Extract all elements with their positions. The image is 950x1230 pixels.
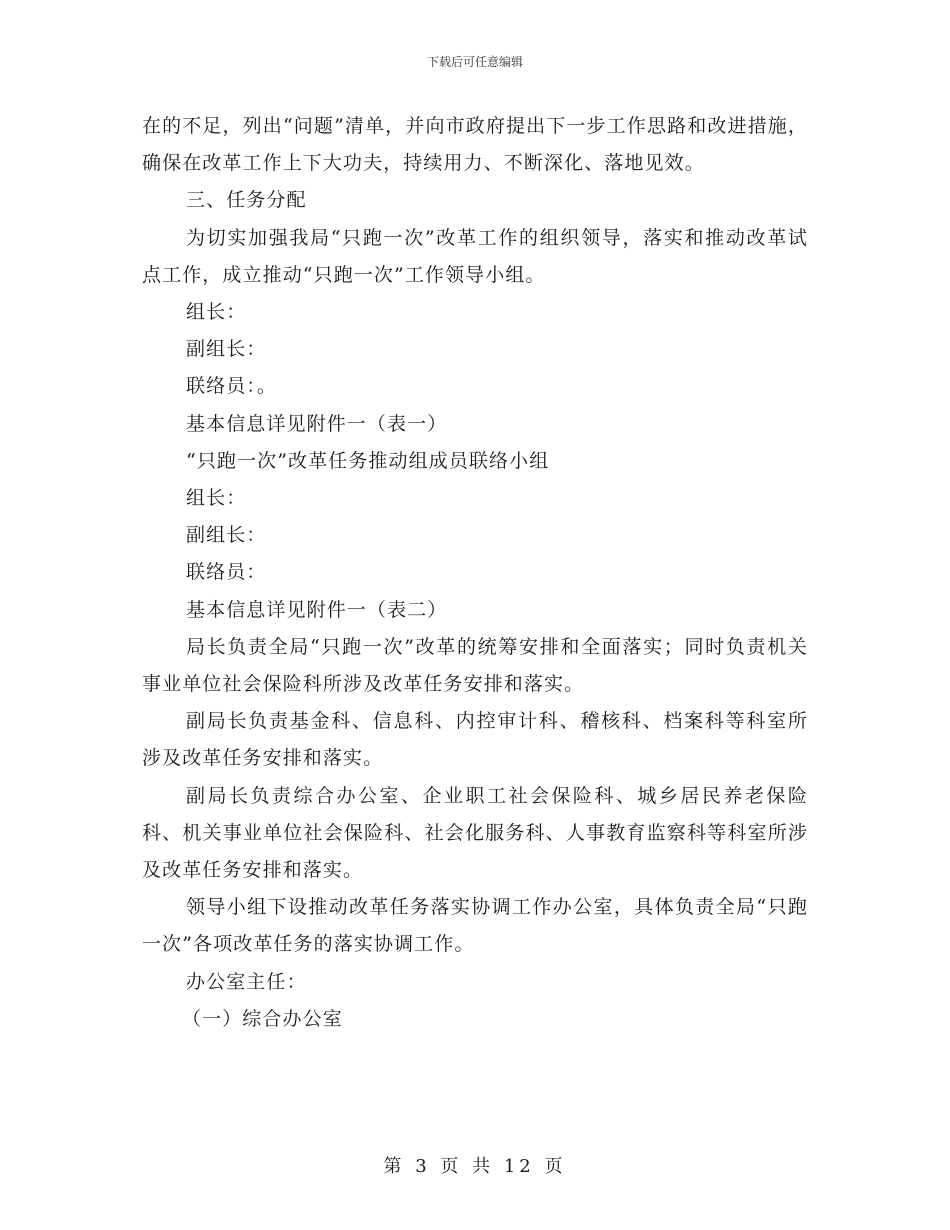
- paragraph-deputy-director-duty-1: 副局长负责基金科、信息科、内控审计科、稽核科、档案科等科室所涉及改革任务安排和落实。: [142, 710, 808, 770]
- line-group-leader: 组长：: [186, 301, 247, 324]
- line-liaison-2: 联络员：: [186, 561, 267, 584]
- paragraph-continuation: 在的不足，列出“问题”清单，并向市政府提出下一步工作思路和改进措施，确保在改革工作上下大功夫，持续用力、不断深化、落地见效。: [142, 115, 808, 175]
- line-attachment-table-one: 基本信息详见附件一（表一）: [186, 412, 448, 435]
- line-office-director: 办公室主任：: [186, 970, 307, 993]
- paragraph-coordination-office: 领导小组下设推动改革任务落实协调工作办公室，具体负责全局“只跑一次”各项改革任务的落实协调工作。: [142, 896, 808, 956]
- line-deputy-group-leader-2: 副组长：: [186, 524, 267, 547]
- line-deputy-group-leader: 副组长：: [186, 338, 267, 361]
- paragraph-leadership-group: 为切实加强我局“只跑一次”改革工作的组织领导，落实和推动改革试点工作，成立推动“只跑一次”工作领导小组。: [142, 226, 808, 286]
- line-group-leader-2: 组长：: [186, 487, 247, 510]
- line-general-office-heading: （一）综合办公室: [182, 1007, 343, 1030]
- page-number-footer: 第 3 页 共 12 页: [383, 1156, 567, 1177]
- paragraph-director-duty: 局长负责全局“只跑一次”改革的统筹安排和全面落实；同时负责机关事业单位社会保险科所涉及改革任务安排和落实。: [142, 635, 808, 696]
- section-heading-task-assignment: 三、任务分配: [186, 189, 307, 212]
- paragraph-deputy-director-duty-2: 副局长负责综合办公室、企业职工社会保险科、城乡居民养老保险科、机关事业单位社会保险科、社会化服务科、人事教育监察科等科室所涉及改革任务安排和落实。: [142, 784, 808, 882]
- line-liaison-subgroup-title: “只跑一次”改革任务推动组成员联络小组: [186, 449, 550, 472]
- document-body: [142, 108, 808, 1038]
- page-header-note: 下载后可任意编辑: [426, 55, 523, 69]
- line-liaison: 联络员：。: [186, 375, 278, 398]
- line-attachment-table-two: 基本信息详见附件一（表二）: [186, 598, 448, 621]
